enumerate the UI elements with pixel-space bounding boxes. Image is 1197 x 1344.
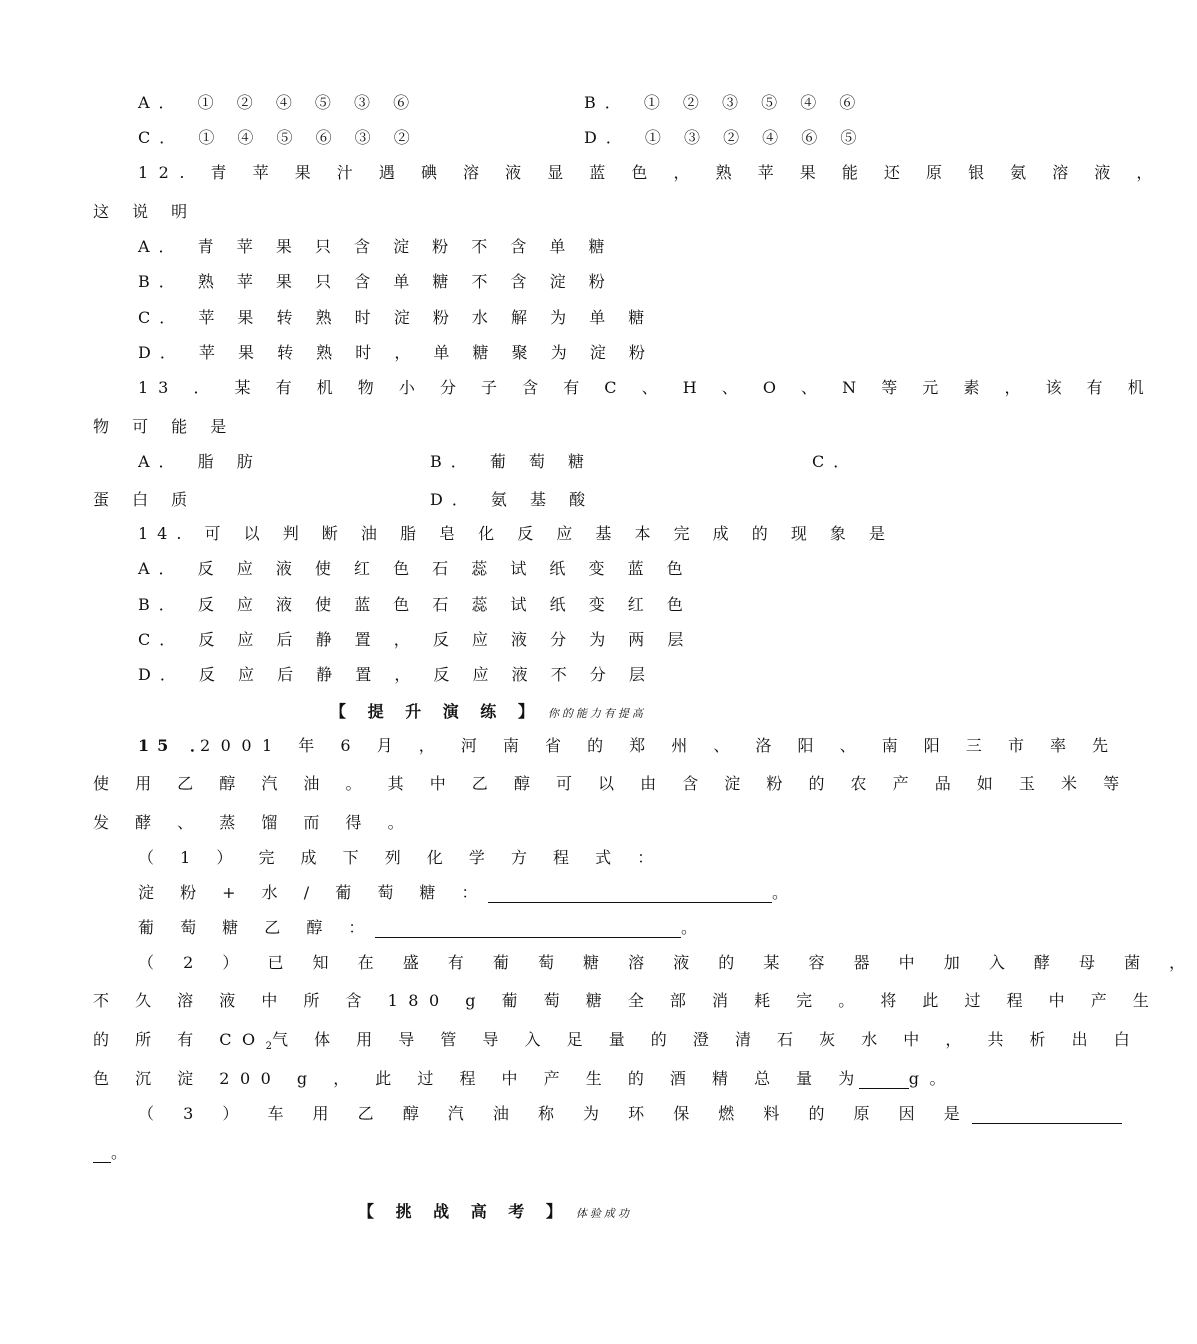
section-subtitle: 体验成功 xyxy=(575,1207,632,1220)
q15-number: 15 ． xyxy=(138,736,214,755)
part-3-text: （ 3 ） 车 用 乙 醇 汽 油 称 为 环 保 燃 料 的 原 因 是 xyxy=(138,1104,972,1123)
q15-part-1: （ 1 ） 完 成 下 列 化 学 方 程 式 ： xyxy=(138,848,664,867)
q15-part-2-line-3 xyxy=(93,1030,1140,1057)
q11-option-d: D． ① ③ ② ④ ⑥ ⑤ xyxy=(584,128,866,147)
q15-equation-1 xyxy=(138,883,799,903)
q11-option-a: A． ① ② ④ ⑤ ③ ⑥ xyxy=(138,93,419,112)
equation-2-label: 葡 萄 糖 乙 醇 ： xyxy=(138,918,375,937)
q11-option-b: B． ① ② ③ ⑤ ④ ⑥ xyxy=(584,93,865,112)
part-3-blank-cont[interactable] xyxy=(93,1146,111,1163)
section-heading-challenge xyxy=(358,1202,632,1224)
q15-part-3 xyxy=(138,1104,1122,1124)
q12-option-b: B． 熟 苹 果 只 含 单 糖 不 含 淀 粉 xyxy=(138,272,614,291)
q12-option-c: C． 苹 果 转 熟 时 淀 粉 水 解 为 单 糖 xyxy=(138,308,654,327)
equation-1-blank[interactable] xyxy=(488,886,772,903)
q12-option-a: A． 青 苹 果 只 含 淀 粉 不 含 单 糖 xyxy=(138,237,614,256)
q14-option-c: C． 反 应 后 静 置 ， 反 应 液 分 为 两 层 xyxy=(138,630,693,649)
q13-stem-cont: 物 可 能 是 xyxy=(93,417,236,436)
equation-1-label: 淀 粉 + 水 / 葡 萄 糖 ： xyxy=(138,883,488,902)
section-title: 【 提 升 演 练 】 xyxy=(330,702,542,721)
part-3-end: 。 xyxy=(111,1143,137,1162)
section-title: 【 挑 战 高 考 】 xyxy=(358,1202,570,1221)
equation-2-blank[interactable] xyxy=(375,921,681,938)
q14-option-b: B． 反 应 液 使 蓝 色 石 蕊 试 纸 变 红 色 xyxy=(138,595,692,614)
q14-option-d: D． 反 应 后 静 置 ， 反 应 液 不 分 层 xyxy=(138,665,654,684)
q15-line-2: 使 用 乙 醇 汽 油 。 其 中 乙 醇 可 以 由 含 淀 粉 的 农 产 品 如 玉 米 等 xyxy=(93,774,1130,793)
alcohol-amount-blank[interactable] xyxy=(859,1072,909,1089)
section-subtitle: 你的能力有提高 xyxy=(547,707,646,720)
q13-option-c-text: 蛋 白 质 xyxy=(93,490,197,509)
q11-option-c: C． ① ④ ⑤ ⑥ ③ ② xyxy=(138,128,419,147)
q15-part-2-line-2: 不 久 溶 液 中 所 含 180 g 葡 萄 糖 全 部 消 耗 完 。 将 此 过 程 中 产 生 xyxy=(93,991,1160,1010)
q13-option-d: D． 氨 基 酸 xyxy=(430,490,595,509)
q15-line-1: 2001 年 6 月 ， 河 南 省 的 郑 州 、 洛 阳 、 南 阳 三 市 率 先 xyxy=(200,736,1119,755)
q15-equation-2 xyxy=(138,918,707,938)
q15-part-2-line-4 xyxy=(93,1069,956,1089)
q14-option-a: A． 反 应 液 使 红 色 石 蕊 试 纸 变 蓝 色 xyxy=(138,559,692,578)
q13-option-c-label: C． xyxy=(812,452,859,471)
equation-1-end: 。 xyxy=(772,883,799,902)
q15-line-3: 发 酵 、 蒸 馏 而 得 。 xyxy=(93,813,415,832)
q15-part-3-cont xyxy=(93,1143,136,1163)
co2-text: 的 所 有 CO xyxy=(93,1030,266,1049)
q13-option-b: B． 葡 萄 糖 xyxy=(430,452,594,471)
q12-stem: 12. 青 苹 果 汁 遇 碘 溶 液 显 蓝 色 ， 熟 苹 果 能 还 原 银 氨 溶 液 ， xyxy=(138,163,1163,182)
part-2-line-3-rest: 气 体 用 导 管 导 入 足 量 的 澄 清 石 灰 水 中 ， 共 析 出 白 xyxy=(272,1030,1141,1049)
q13-option-a: A． 脂 肪 xyxy=(138,452,262,471)
part-2-line-4-text: 色 沉 淀 200 g ， 此 过 程 中 产 生 的 酒 精 总 量 为 xyxy=(93,1069,865,1088)
equation-2-end: 。 xyxy=(680,918,708,937)
part-3-blank[interactable] xyxy=(972,1107,1122,1124)
part-2-line-4-unit: g。 xyxy=(908,1069,956,1088)
q12-option-d: D． 苹 果 转 熟 时 ， 单 糖 聚 为 淀 粉 xyxy=(138,343,654,362)
q13-stem: 13 ． 某 有 机 物 小 分 子 含 有 C 、 H 、 O 、 N 等 元 素 ， 该 有 机 xyxy=(138,378,1154,397)
q15-part-2-line-1: （ 2 ） 已 知 在 盛 有 葡 萄 糖 溶 液 的 某 容 器 中 加 入 酵 母 菌 ， xyxy=(138,953,1197,972)
co2-subscript: 2 xyxy=(265,1041,272,1053)
q12-stem-cont: 这 说 明 xyxy=(93,202,197,221)
section-heading-practice xyxy=(330,702,646,724)
q14-stem: 14. 可 以 判 断 油 脂 皂 化 反 应 基 本 完 成 的 现 象 是 xyxy=(138,524,894,543)
